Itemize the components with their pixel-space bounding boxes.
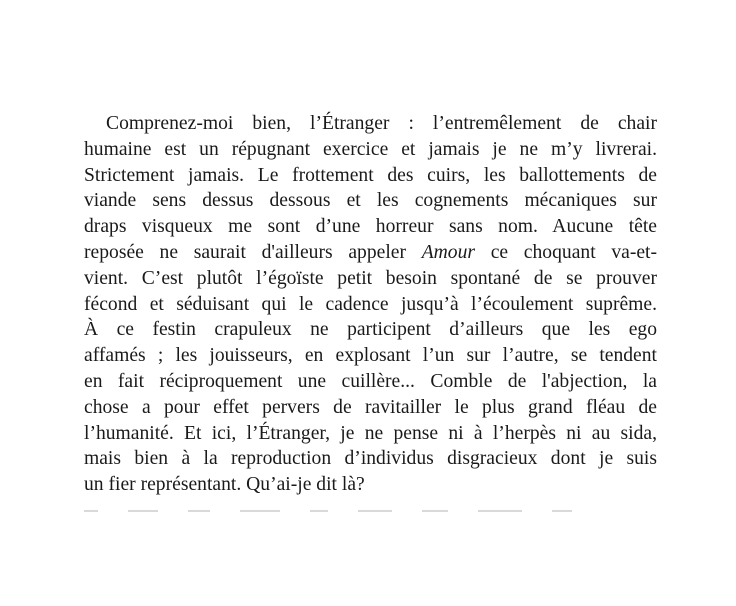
cutoff-fragment [128, 510, 158, 512]
paragraph-line: chose a pour effet pervers de ravitailler le plus grand fléau de [84, 396, 657, 418]
paragraph-line: mais bien à la reproduction d’individus disgracieux dont je suis [84, 448, 657, 470]
next-line-cutoff [84, 510, 657, 516]
paragraph-line: humaine est un répugnant exercice et jamais je ne m’y livrerai. [84, 138, 657, 160]
emphasized-word: Amour [421, 241, 476, 263]
paragraph-line: en fait réciproquement une cuillère... Comble de l'abjection, la [84, 370, 657, 392]
paragraph-line: un fier représentant. Qu’ai-je dit là? [84, 474, 365, 496]
cutoff-fragment [478, 510, 522, 512]
paragraph-line: draps visqueux me sont d’une horreur sans nom. Aucune tête [84, 216, 657, 238]
paragraph-line: viande sens dessus dessous et les cognements mécaniques sur [84, 190, 657, 212]
paragraph-line: reposée ne saurait d'ailleurs appeler Amour ce choquant va-et- [84, 241, 658, 263]
paragraph-line: affamés ; les jouisseurs, en explosant l’un sur l’autre, se tendent [84, 345, 657, 367]
paragraph-line: À ce festin crapuleux ne participent d’ailleurs que les ego [84, 319, 657, 341]
cutoff-fragment [84, 510, 98, 512]
cutoff-fragment [422, 510, 448, 512]
cutoff-fragment [188, 510, 210, 512]
cutoff-fragment [240, 510, 280, 512]
paragraph-line: fécond et séduisant qui le cadence jusqu’à l’écoulement suprême. [84, 293, 657, 315]
paragraph-line: Strictement jamais. Le frottement des cuirs, les ballottements de [84, 164, 657, 186]
paragraph-line: Comprenez-moi bien, l’Étranger : l’entremêlement de chair [106, 113, 657, 134]
cutoff-fragment [552, 510, 572, 512]
paragraph-line: vient. C’est plutôt l’égoïste petit besoin spontané de se prouver [84, 267, 657, 289]
paragraph-line: l’humanité. Et ici, l’Étranger, je ne pense ni à l’herpès ni au sida, [84, 422, 657, 444]
body-paragraph [84, 111, 657, 498]
cutoff-fragment [310, 510, 328, 512]
cutoff-fragment [358, 510, 392, 512]
